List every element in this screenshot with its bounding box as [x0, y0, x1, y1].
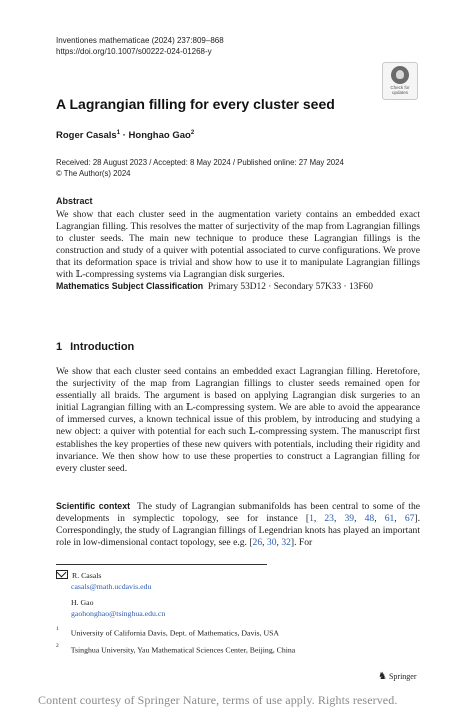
history-dates: Received: 28 August 2023 / Accepted: 8 May 2024 / Published online: 27 May 2024 — [56, 158, 344, 167]
author-name: Roger Casals — [56, 130, 117, 142]
envelope-icon — [56, 570, 68, 579]
affiliation-1 — [56, 628, 279, 638]
affiliation-number: 2 — [56, 643, 59, 649]
context-text: The study of Lagrangian submanifolds has been central to some of the developments in symplectic topology, see for instance [ — [56, 501, 421, 525]
citation-link[interactable]: 1 — [309, 513, 314, 525]
correspondence-block — [56, 570, 165, 619]
section-heading — [56, 341, 134, 353]
badge-label-2: updates — [391, 90, 408, 95]
author-affiliation-marker: 1 — [116, 130, 121, 136]
msc-line — [56, 281, 373, 292]
msc-codes: Primary 53D12 · Secondary 57K33 · 13F60 — [207, 282, 373, 292]
abstract-text: We show that each cluster seed in the augmentation variety contains an embedded exact Lagrangian filling. This resolves the matter of surjectivity of the map from Lagrangian fillings to cluster seeds. The main new technique to produce these Lagrangian fillings is the construction and study of a quiver with potential associated to curve configurations. We prove that its deformation space is trivial and show how to use it to manipulate Lagrangian fillings with 𝕃-compressing systems via Lagrangian disk surgeries. — [56, 209, 420, 281]
affiliation-text: Tsinghua University, Yau Mathematical Sciences Center, Beijing, China — [70, 645, 296, 655]
publisher-name: Springer — [388, 672, 417, 681]
publication-dates — [56, 157, 344, 179]
footnote-divider — [56, 564, 267, 565]
affiliation-text: University of California Davis, Dept. of Mathematics, Davis, USA — [70, 628, 280, 638]
correspondent-name: R. Casals — [72, 571, 102, 580]
courtesy-notice: Content courtesy of Springer Nature, terms of use apply. Rights reserved. — [38, 693, 398, 707]
context-text: ]. Correspondingly, the study of Lagrangian fillings of Legendrian knots has played an important role in low-dimensional contact topology, see e.g. [ — [56, 513, 420, 549]
section-title: Introduction — [70, 341, 135, 353]
author-separator: · — [120, 130, 129, 142]
copyright-notice: © The Author(s) 2024 — [56, 169, 131, 178]
paper-title: A Lagrangian filling for every cluster seed — [56, 96, 335, 112]
author-affiliation-marker: 2 — [190, 130, 195, 136]
check-for-updates-badge[interactable] — [382, 62, 418, 100]
context-text: ]. For — [290, 537, 313, 549]
doi-link[interactable]: https://doi.org/10.1007/s00222-024-01268-y — [56, 47, 212, 56]
citation-link[interactable]: 30 — [266, 537, 277, 549]
citation-link[interactable]: 26 — [252, 537, 263, 549]
journal-header — [56, 35, 224, 57]
affiliation-2 — [56, 645, 295, 655]
introduction-paragraph: We show that each cluster seed contains an embedded exact Lagrangian filling. Heretofore, the surjectivity of the map from Lagrangian fillings to cluster seeds remained open for essentially all braids. The argument is based on applying Lagrangian disk surgeries to an initial Lagrangian filling with an 𝕃-compressing system. We are able to avoid the appearance of immersed curves, a known technical issue of this problem, by introducing and studying a new object: a quiver with potential for each such 𝕃-compressing system. The manuscript first establishes the key properties of these new quivers with potentials, including their rigidity and invariance. We then show how to use these properties to construct a Lagrangian filling for every cluster seed. — [56, 366, 420, 474]
springer-horse-icon: ♞ — [378, 671, 387, 682]
citation-link[interactable]: 48 — [364, 513, 375, 525]
email-link[interactable]: gaohonghao@tsinghua.edu.cn — [71, 608, 166, 618]
citation-link[interactable]: 39 — [344, 513, 355, 525]
email-link[interactable]: casals@math.ucdavis.edu — [71, 581, 152, 591]
scientific-context-paragraph: Scientific context The study of Lagrangian submanifolds has been central to some of the developments in symplectic topology, see for instance [1, 23, 39, 48, 61, 67]. Correspondingly, the study of Lagrangian fillings of Legendrian knots has played an important role in low-dimensional contact topology, see e.g. [26, 30, 32]. For — [56, 501, 421, 549]
scientific-context-heading: Scientific context — [56, 501, 131, 511]
author-name: Honghao Gao — [128, 130, 191, 142]
author-list — [56, 130, 194, 141]
badge-label-1: Check for — [390, 85, 410, 90]
correspondent-name: H. Gao — [71, 598, 94, 607]
citation-link[interactable]: 23 — [324, 513, 334, 525]
publisher-logo — [378, 671, 417, 682]
check-for-updates-icon — [391, 66, 409, 84]
citation-link[interactable]: 67 — [404, 513, 415, 525]
affiliation-number: 1 — [56, 626, 59, 632]
citation-link[interactable]: 61 — [384, 513, 395, 525]
citation-link[interactable]: 32 — [281, 537, 291, 549]
abstract-heading: Abstract — [56, 196, 93, 206]
msc-label: Mathematics Subject Classification — [56, 281, 204, 291]
journal-citation: Inventiones mathematicae (2024) 237:809–868 — [56, 36, 224, 45]
section-number: 1 — [56, 341, 63, 353]
